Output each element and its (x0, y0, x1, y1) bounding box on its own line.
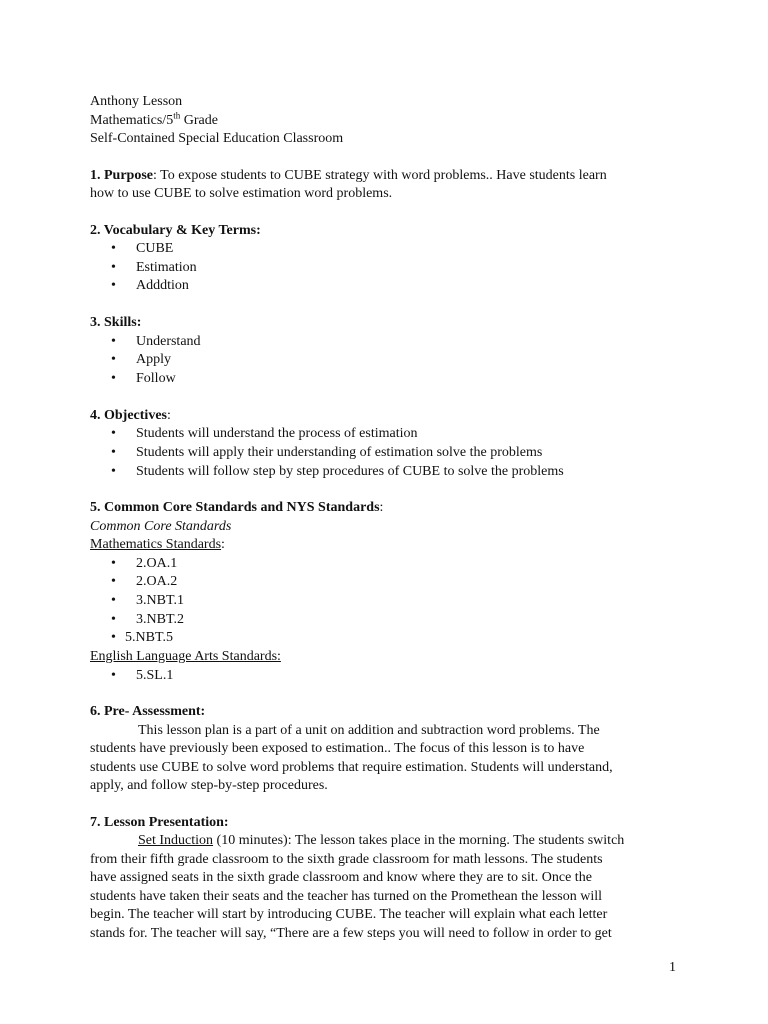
ela-standards-list (90, 667, 680, 686)
set-induction-label: Set Induction (138, 833, 214, 849)
list-item: • Apply (111, 352, 171, 368)
page-number: 1 (669, 960, 676, 975)
purpose-line-1: 1. Purpose: To expose students to CUBE strategy with word problems.. Have students learn (90, 167, 607, 183)
skills-heading: 3. Skills: (90, 315, 142, 331)
pre-assessment-line: students use CUBE to solve word problems that require estimation. Students will understand, (90, 759, 613, 775)
list-item: • Estimation (111, 259, 197, 275)
list-item: • Understand (111, 333, 201, 349)
lesson-presentation-heading: 7. Lesson Presentation: (90, 814, 229, 830)
math-standards-list (90, 555, 680, 630)
lesson-presentation-line: Set Induction (10 minutes): The lesson takes place in the morning. The students switch (138, 833, 625, 849)
author-line: Anthony Lesson (90, 94, 183, 109)
lesson-presentation-line: stands for. The teacher will say, “There are a few steps you will need to follow in order to get (90, 925, 612, 941)
standards-subtitle: Common Core Standards (90, 518, 232, 534)
vocabulary-list (90, 240, 680, 296)
vocabulary-heading: 2. Vocabulary & Key Terms: (90, 222, 261, 238)
document-page (90, 93, 680, 943)
math-standards-list-last (90, 629, 680, 648)
list-item: • Students will understand the process of estimation (111, 426, 418, 442)
objectives-list (90, 425, 680, 481)
list-item: • Follow (111, 370, 176, 386)
standards-heading-line: 5. Common Core Standards and NYS Standards: (90, 500, 384, 516)
subject-line: Mathematics/5th Grade (90, 109, 218, 128)
list-item: • 5.SL.1 (111, 667, 174, 683)
pre-assessment-line: apply, and follow step-by-step procedures. (90, 778, 328, 794)
lesson-presentation-line: begin. The teacher will start by introducing CUBE. The teacher will explain what each letter (90, 907, 608, 923)
list-item: • Adddtion (111, 278, 189, 294)
purpose-line-2: how to use CUBE to solve estimation word problems. (90, 186, 393, 201)
pre-assessment-heading: 6. Pre- Assessment: (90, 704, 206, 720)
pre-assessment-line: This lesson plan is a part of a unit on addition and subtraction word problems. The (138, 722, 600, 738)
list-item: • 2.OA.2 (111, 574, 178, 590)
list-item: • 3.NBT.2 (111, 611, 184, 627)
lesson-presentation-line: have assigned seats in the sixth grade classroom and know where they are to sit. Once the (90, 870, 592, 886)
ela-standards-label: English Language Arts Standards: (90, 649, 281, 665)
math-standards-label: Mathematics Standards: (90, 537, 225, 553)
lesson-presentation-line: students have taken their seats and the teacher has turned on the Promethean the lesson will (90, 888, 603, 904)
list-item: • CUBE (111, 241, 174, 256)
list-item: • 2.OA.1 (111, 555, 178, 571)
lesson-presentation-line: from their fifth grade classroom to the sixth grade classroom for math lessons. The students (90, 851, 603, 867)
classroom-line: Self-Contained Special Education Classroom (90, 131, 344, 146)
list-item: • Students will follow step by step procedures of CUBE to solve the problems (111, 463, 564, 479)
pre-assessment-line: students have previously been exposed to estimation.. The focus of this lesson is to have (90, 741, 585, 757)
list-item: • 3.NBT.1 (111, 593, 184, 609)
list-item: • 5.NBT.5 (111, 630, 173, 646)
purpose-heading: 1. Purpose (90, 167, 153, 183)
list-item: • Students will apply their understanding of estimation solve the problems (111, 444, 543, 460)
objectives-heading-line: 4. Objectives: (90, 407, 171, 423)
skills-list (90, 333, 680, 389)
